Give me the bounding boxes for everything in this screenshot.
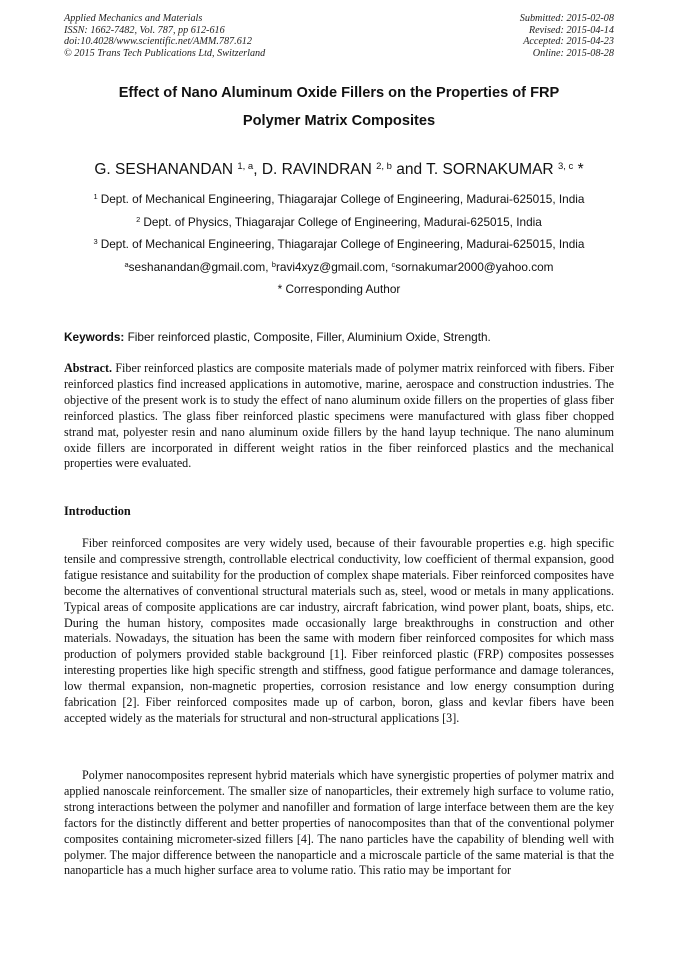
introduction-heading: Introduction <box>64 504 131 518</box>
corresponding-author-note: * Corresponding Author <box>277 282 401 296</box>
author-2-name: D. RAVINDRAN <box>261 161 372 178</box>
abstract-text: Fiber reinforced plastics are composite materials made of polymer matrix reinforced with fibers. Fiber reinforced plastics find increased applications in automotive, marine, aerospace and construction industries. The objective of the present work is to study the effect of nano aluminum oxide fillers on the properties of glass fiber reinforced plastics. The glass fiber reinforced plastic specimens were manufactured with glass fiber chopped strand mat, polyester resin and nano aluminum oxide fillers by the hand layup technique. The nano aluminum oxide fillers are incorporated in different weight ratios in the fiber reinforced plastics and the mechanical properties were evaluated. <box>64 361 614 471</box>
keywords-label: Keywords: <box>64 330 125 344</box>
author-list <box>64 160 614 180</box>
affiliation-2-text: Dept. of Physics, Thiagarajar College of Engineering, Madurai-625015, India <box>143 214 542 229</box>
email-c: sornakumar2000@yahoo.com <box>395 259 554 274</box>
affiliations <box>64 188 614 301</box>
email-c-sup: c <box>391 259 396 269</box>
affiliation-3 <box>64 233 614 256</box>
email-separator: , <box>265 259 272 274</box>
author-3-sup: 3, c <box>557 161 574 172</box>
title-line-1: Effect of Nano Aluminum Oxide Fillers on the Properties of FRP <box>118 85 560 101</box>
abstract-label: Abstract. <box>64 361 113 375</box>
journal-doi: doi:10.4028/www.scientific.net/AMM.787.612 <box>64 36 252 48</box>
paper-title <box>64 79 614 135</box>
email-a-sup: a <box>124 259 129 269</box>
author-1-name: G. SESHANANDAN <box>94 161 234 178</box>
date-online: Online: 2015-08-28 <box>532 47 614 59</box>
email-list <box>64 256 614 279</box>
journal-copyright: © 2015 Trans Tech Publications Ltd, Switzerland <box>64 47 266 59</box>
author-3-name: T. SORNAKUMAR <box>426 161 554 178</box>
email-b: ravi4xyz@gmail.com <box>275 259 385 274</box>
author-2-sup: 2, b <box>376 161 392 172</box>
author-separator: , <box>253 161 262 178</box>
title-line-2: Polymer Matrix Composites <box>242 113 436 129</box>
affiliation-1-sup: 1 <box>93 192 98 201</box>
abstract <box>64 361 614 472</box>
keywords-text: Fiber reinforced plastic, Composite, Filler, Aluminium Oxide, Strength. <box>124 330 491 344</box>
affiliation-1 <box>64 188 614 211</box>
affiliation-2 <box>64 211 614 234</box>
introduction-paragraph-2: Polymer nanocomposites represent hybrid materials which have synergistic properties of polymer matrix and applied nanoscale reinforcement. The smaller size of nanoparticles, their extremely high surface to volume ratio, strong interactions between the polymer and nanofiller and formation of large interface between them are the key factors for the distinctly different and better properties of nanocomposites than that of the conventional polymer composites containing micrometer-sized fillers [4]. The nano particles have the capability of blending well with polymer. The major difference between the nanoparticle and a microscale particle of the same material is that the nanoparticle has a much higher surface area to volume ratio. This ratio may be important for <box>64 768 614 878</box>
journal-name: Applied Mechanics and Materials <box>64 13 203 24</box>
author-1-sup: 1, a <box>237 161 254 172</box>
email-separator: , <box>384 259 392 274</box>
email-b-sup: b <box>271 259 276 269</box>
affiliation-3-text: Dept. of Mechanical Engineering, Thiagarajar College of Engineering, Madurai-625015, India <box>100 237 585 251</box>
date-submitted: Submitted: 2015-02-08 <box>519 13 614 24</box>
journal-issn: ISSN: 1662-7482, Vol. 787, pp 612-616 <box>64 24 225 36</box>
submission-dates <box>520 13 614 59</box>
affiliation-1-text: Dept. of Mechanical Engineering, Thiagarajar College of Engineering, Madurai-625015, India <box>100 192 585 206</box>
date-accepted: Accepted: 2015-04-23 <box>523 36 614 48</box>
introduction-paragraph-1: Fiber reinforced composites are very widely used, because of their favourable properties e.g. high specific tensile and compressive strength, controllable electrical conductivity, low coefficient of thermal expansion, good fatigue resistance and suitability for the production of complex shape materials. Fiber reinforced composites have become the alternatives of conventional structural materials such as, steel, wood or metals in many applications. Typical areas of composite applications are car industry, aircraft fabrication, wind power plant, boats, ships, etc. During the human history, composites made occasionally large breakthroughs in construction and other materials. Nowadays, the situation has been the same with modern fiber reinforced composites for which mass production of polymers provided stable background [1]. Fiber reinforced plastic (FRP) composites possesses interesting properties like high specific strength and stiffness, good fatigue performance and damage tolerances, low thermal expansion, non-magnetic properties, corrosion resistance and low energy consumption during fabrication [2]. Fiber reinforced composites made up of carbon, boron, glass and kevlar fibers have been accepted widely as the materials for structural and non-structural applications [3]. <box>64 536 614 725</box>
keywords <box>64 329 614 345</box>
author-separator: and <box>391 161 427 178</box>
journal-info <box>64 13 265 59</box>
date-revised: Revised: 2015-04-14 <box>528 24 614 36</box>
corresponding-star: * <box>573 161 584 178</box>
email-a: seshanandan@gmail.com <box>128 259 266 274</box>
affiliation-2-sup: 2 <box>136 214 141 224</box>
affiliation-3-sup: 3 <box>93 237 98 246</box>
